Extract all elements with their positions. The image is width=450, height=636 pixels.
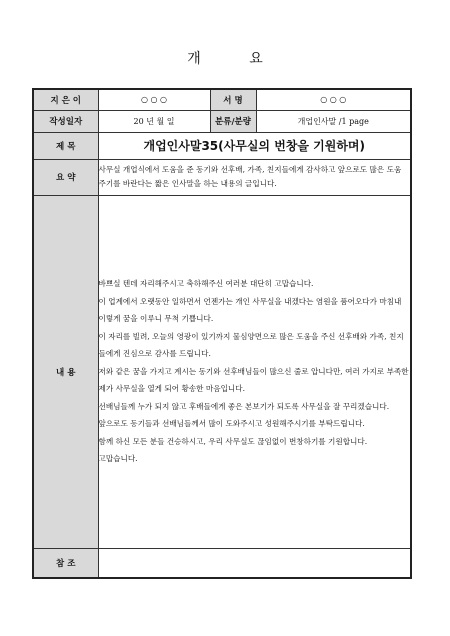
content-paragraph: 선배님들께 누가 되지 않고 후배들에게 좋은 본보기가 되도록 사무실을 잘 꾸리겠습니다. [98, 401, 390, 411]
document-title: 개 요 [187, 51, 285, 67]
author-label: 지 은 이 [33, 89, 98, 110]
title-label: 제 목 [33, 132, 98, 159]
content-paragraph: 저와 같은 꿈을 가지고 계시는 동기와 선후배님들이 많으신 줄로 압니다만, 여러 가지로 부족한 제가 사무실을 열게 되어 황송한 마음입니다. [98, 366, 409, 394]
summary-form-table [32, 88, 412, 579]
summary-value: 사무실 개업식에서 도움을 준 동기와 선후배, 가족, 친지들에게 감사하고 앞으로도 많은 도움 주기를 바란다는 짧은 인사말을 하는 내용의 글입니다. [98, 159, 411, 195]
content-paragraph: 바쁘실 텐데 자리해주시고 축하해주신 여러분 대단히 고맙습니다. [98, 279, 314, 289]
category-value: 개업인사말 /1 page [256, 110, 411, 132]
signature-label: 서 명 [210, 89, 256, 110]
author-value: ○ ○ ○ [98, 89, 210, 110]
content-paragraph: 앞으로도 동기들과 선배님들께서 많이 도와주시고 성원해주시기를 부탁드립니다. [98, 419, 365, 429]
content-paragraph: 이 업계에서 오랫동안 일하면서 언젠가는 개인 사무실을 내겠다는 염원을 품어오다가 마침내 이렇게 꿈을 이루니 무척 기쁩니다. [98, 296, 402, 324]
date-row [33, 110, 411, 132]
reference-label: 참 조 [33, 548, 98, 578]
content-paragraph: 고맙습니다. [98, 454, 138, 464]
date-value: 20 년 월 일 [98, 110, 210, 132]
title-value: 개업인사말35(사무실의 번창을 기원하며) [98, 132, 411, 159]
reference-value [98, 548, 411, 578]
summary-row [33, 159, 411, 195]
reference-row [33, 548, 411, 578]
content-row [33, 195, 411, 548]
content-paragraph: 함께 하신 모든 분들 건승하시고, 우리 사무실도 끊임없이 번창하기를 기원합니다. [98, 436, 368, 446]
content-paragraph: 이 자리를 빌려, 오늘의 영광이 있기까지 물심양면으로 많은 도움을 주신 선후배와 가족, 친지들에게 진심으로 감사를 드립니다. [98, 331, 404, 359]
category-label: 분류/분량 [210, 110, 256, 132]
date-label: 작성일자 [33, 110, 98, 132]
content-body [98, 195, 411, 548]
content-label: 내 용 [33, 195, 98, 548]
summary-label: 요 약 [33, 159, 98, 195]
title-row [33, 132, 411, 159]
signature-value: ○ ○ ○ [256, 89, 411, 110]
author-row [33, 89, 411, 110]
